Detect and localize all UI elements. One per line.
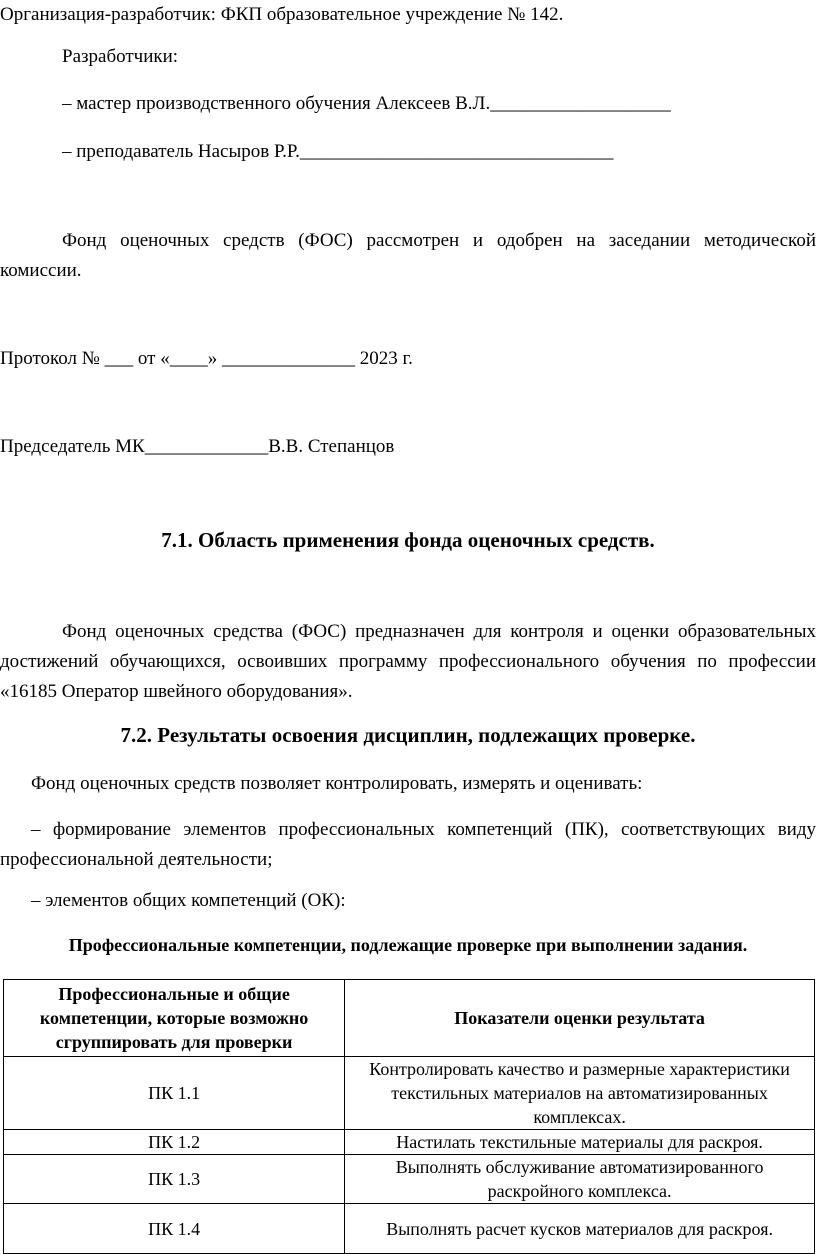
section-71-text (0, 617, 816, 707)
table-header-row (4, 980, 815, 1057)
table-cell-indicator: Контролировать качество и размерные характеристики текстильных материалов на автоматизированных комплексах. (345, 1057, 815, 1130)
table-row (4, 1057, 815, 1130)
developers-label: Разработчики: (62, 46, 179, 67)
table-cell-indicator: Выполнять расчет кусков материалов для раскроя. (345, 1204, 815, 1254)
developer-2: – преподаватель Насыров Р.Р._________________________________ (62, 141, 614, 162)
table-cell-indicator: Выполнять обслуживание автоматизированного раскройного комплекса. (345, 1155, 815, 1204)
table-cell-code: ПК 1.4 (4, 1204, 345, 1254)
table-row (4, 1204, 815, 1254)
table-header-indicators: Показатели оценки результата (345, 980, 815, 1057)
approval-text (0, 226, 816, 286)
section-71-title: 7.1. Область применения фонда оценочных средств. (161, 528, 655, 552)
protocol-line: Протокол № ___ от «____» ______________ 2023 г. (0, 348, 413, 369)
section-72-item-1-content: – формирование элементов профессиональных компетенций (ПК), соответствующих виду профессиональной деятельности; (0, 819, 816, 870)
chairman-line: Председатель МК_____________В.В. Степанцов (0, 436, 395, 457)
section-72-intro: Фонд оценочных средств позволяет контролировать, измерять и оценивать: (31, 773, 643, 794)
table-header-competencies: Профессиональные и общие компетенции, которые возможно сгруппировать для проверки (4, 980, 345, 1057)
approval-text-content: Фонд оценочных средств (ФОС) рассмотрен и одобрен на заседании методической комиссии. (0, 230, 816, 281)
table-cell-code: ПК 1.1 (4, 1057, 345, 1130)
table-cell-code: ПК 1.3 (4, 1155, 345, 1204)
table-cell-indicator: Настилать текстильные материалы для раскроя. (345, 1130, 815, 1155)
table-caption: Профессиональные компетенции, подлежащие проверке при выполнении задания. (68, 935, 748, 955)
section-71-text-content: Фонд оценочных средства (ФОС) предназначен для контроля и оценки образовательных достижений обучающихся, освоивших программу профессионального обучения по профессии «16185 Оператор швейного оборудования». (0, 621, 816, 702)
section-72-item-2: – элементов общих компетенций (ОК): (31, 890, 346, 911)
table-cell-code: ПК 1.2 (4, 1130, 345, 1155)
table-row (4, 1155, 815, 1204)
competencies-table (3, 979, 815, 1254)
section-72-title: 7.2. Результаты освоения дисциплин, подлежащих проверке. (120, 723, 696, 747)
table-row (4, 1130, 815, 1155)
section-72-item-1 (0, 815, 816, 875)
developer-1: – мастер производственного обучения Алексеев В.Л.___________________ (62, 93, 671, 114)
org-line: Организация-разработчик: ФКП образовательное учреждение № 142. (0, 4, 564, 25)
